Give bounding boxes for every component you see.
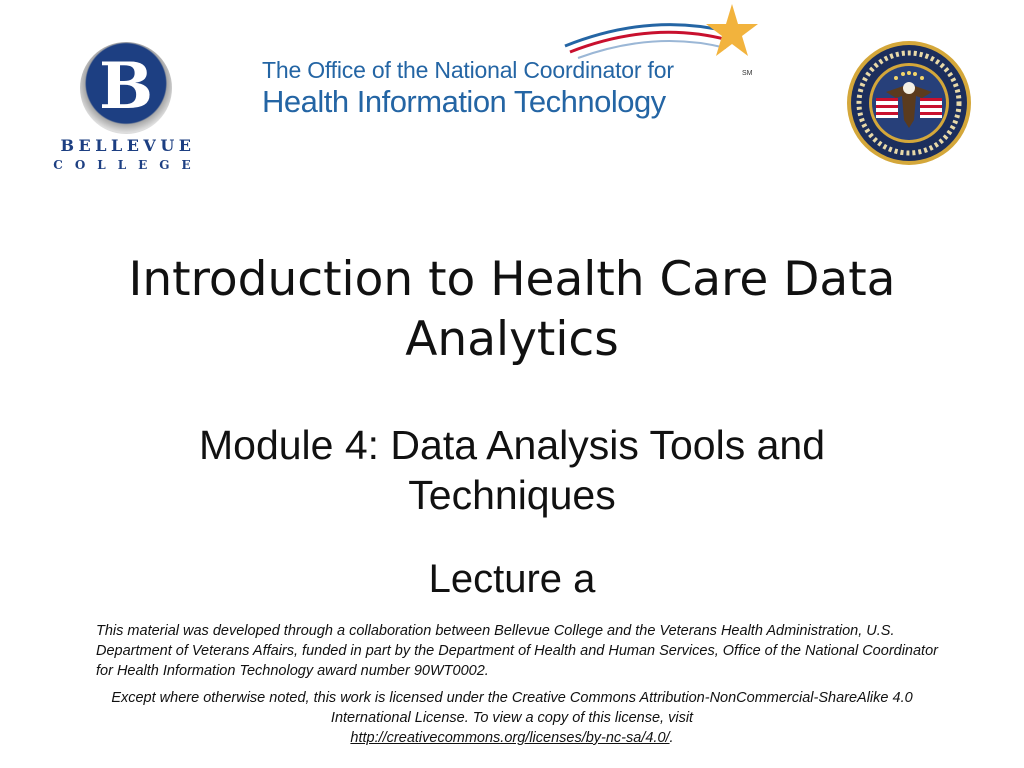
- bellevue-logo-word: BELLEVUE: [60, 136, 196, 155]
- slide-title: Introduction to Health Care Data Analytics: [128, 252, 896, 367]
- license-notice: [70, 688, 954, 748]
- license-period: .: [669, 730, 674, 746]
- funding-acknowledgement: This material was developed through a collaboration between Bellevue College and the Veterans Health Administration, U.S. Department of Veterans Affairs, funded in part by the Department of Health and Human Services, Office of the National Coordinator for Health Information Technology award number 90WT0002.: [96, 623, 938, 679]
- onc-logo-line2: Health Information Technology: [262, 84, 666, 119]
- lecture-label: Lecture a: [428, 557, 596, 601]
- onc-logo-line1: The Office of the National Coordinator for: [262, 57, 674, 83]
- bellevue-college-logo: [80, 42, 172, 134]
- module-subtitle: Module 4: Data Analysis Tools and Techniques: [198, 422, 825, 518]
- bellevue-logo-letter: B: [98, 49, 154, 124]
- license-notice-text: Except where otherwise noted, this work is licensed under the Creative Commons Attribution-NonCommercial-ShareAlike 4.0 International License. To view a copy of this license, visit: [111, 690, 913, 726]
- college-logo-word: COLLEGE: [53, 158, 203, 172]
- onc-service-mark: SM: [742, 70, 753, 77]
- va-seal-icon: [846, 40, 972, 166]
- license-link[interactable]: http://creativecommons.org/licenses/by-nc-sa/4.0/: [350, 730, 670, 746]
